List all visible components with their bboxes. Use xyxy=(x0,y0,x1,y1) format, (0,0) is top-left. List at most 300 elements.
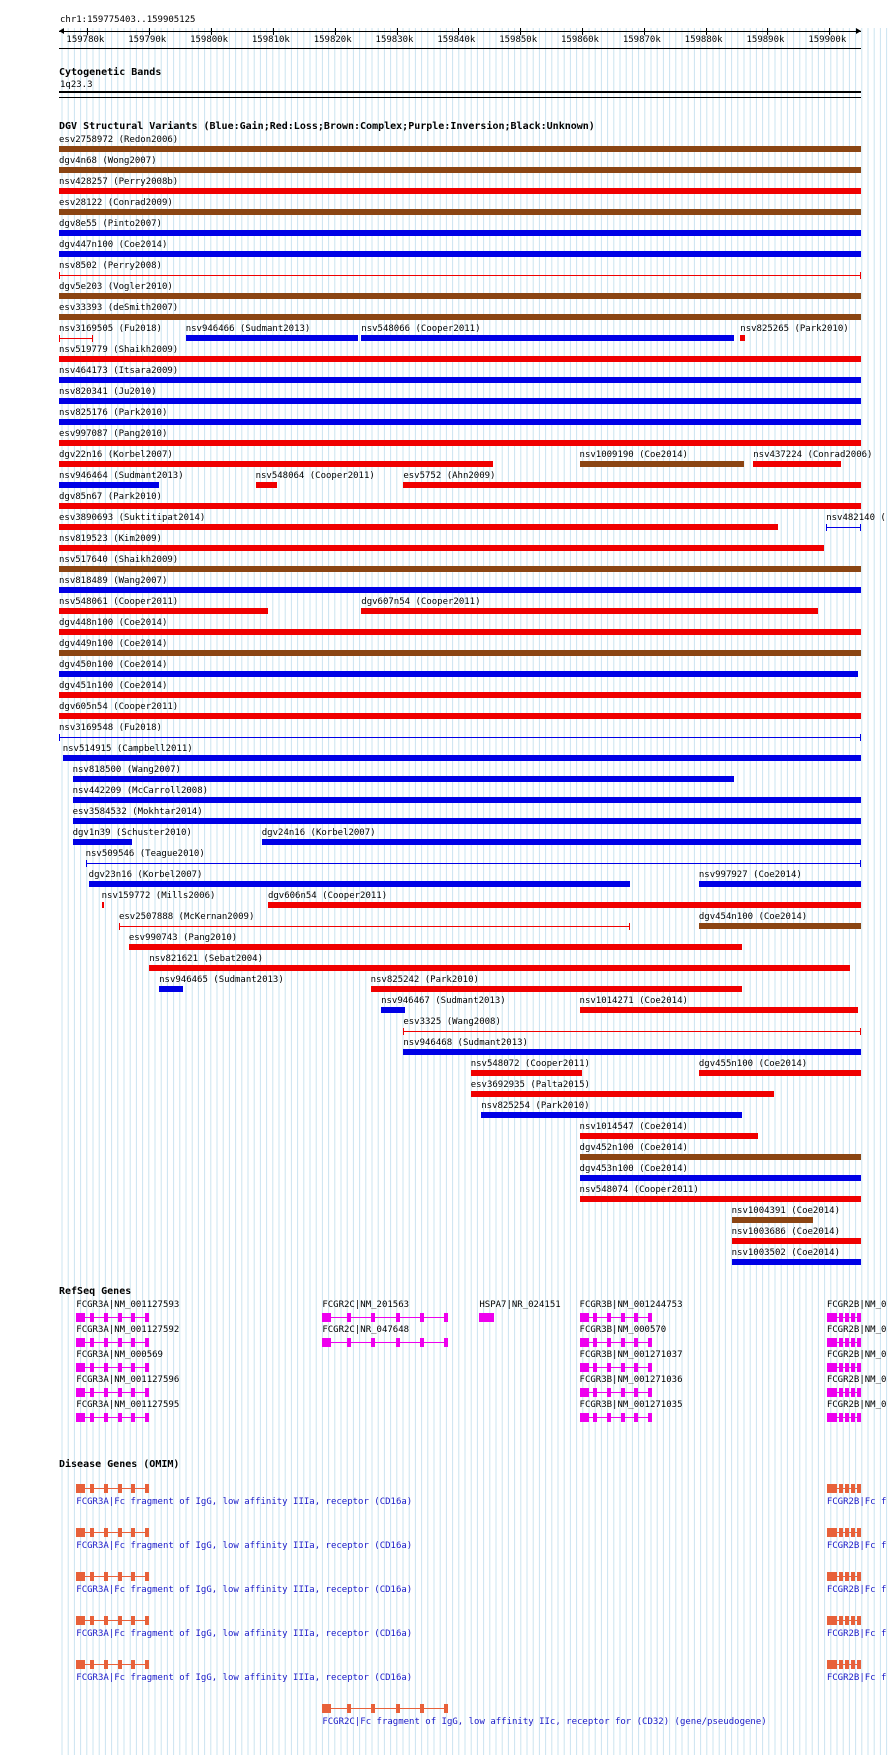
variant-bar xyxy=(63,755,861,761)
gene-exon xyxy=(90,1660,94,1669)
gene-label: FCGR3A|NM_001127595 xyxy=(76,1400,180,1410)
ruler-tick xyxy=(829,28,830,35)
variant-bar xyxy=(73,776,735,782)
variant-label: esv2758972 (Redon2006) xyxy=(59,135,179,145)
omim-disease-label: FCGR3A|Fc fragment of IgG, low affinity IIIa, receptor (CD16a) xyxy=(76,1629,413,1639)
gene-exon xyxy=(621,1388,625,1397)
gene-exon xyxy=(131,1413,135,1422)
gene-exon xyxy=(607,1338,611,1347)
gene-exon xyxy=(621,1313,625,1322)
gene-exon xyxy=(593,1363,597,1372)
variant-label: dgv85n67 (Park2010) xyxy=(59,492,162,502)
gene-intron-line xyxy=(580,1392,652,1393)
gene-exon xyxy=(833,1313,837,1322)
gene-exon xyxy=(839,1528,843,1537)
gene-exon xyxy=(131,1363,135,1372)
variant-label: esv2507888 (McKernan2009) xyxy=(118,912,255,922)
variant-bar xyxy=(59,713,861,719)
gene-exon xyxy=(593,1313,597,1322)
gene-exon xyxy=(76,1616,85,1625)
ruler-tick xyxy=(335,28,336,35)
gene-exon xyxy=(851,1313,855,1322)
ruler-axis xyxy=(59,31,861,32)
variant-label: dgv5e203 (Vogler2010) xyxy=(59,282,173,292)
omim-disease-label: FCGR2B|Fc f xyxy=(826,1629,887,1639)
gene-exon xyxy=(371,1313,375,1322)
variant-label: dgv450n100 (Coe2014) xyxy=(59,660,168,670)
gene-exon xyxy=(839,1388,843,1397)
gene-exon xyxy=(839,1338,843,1347)
gene-exon xyxy=(833,1363,837,1372)
gene-exon xyxy=(839,1363,843,1372)
gene-exon xyxy=(857,1388,861,1397)
variant-label: dgv453n100 (Coe2014) xyxy=(579,1164,688,1174)
ruler-tick-label: 159840k xyxy=(437,35,476,45)
gene-exon xyxy=(857,1313,861,1322)
variant-end-tick xyxy=(403,1028,404,1035)
ruler-tick-label: 159780k xyxy=(66,35,105,45)
variant-end-tick xyxy=(860,272,861,279)
gene-exon xyxy=(851,1338,855,1347)
variant-label: nsv482140 ( xyxy=(826,513,886,523)
gene-label: FCGR2C|NR_047648 xyxy=(322,1325,410,1335)
gene-exon xyxy=(621,1363,625,1372)
gene-exon xyxy=(833,1338,837,1347)
gene-exon xyxy=(145,1572,149,1581)
ruler-tick xyxy=(458,28,459,35)
variant-bar xyxy=(580,1133,759,1139)
gene-intron-line xyxy=(76,1417,149,1418)
variant-bar xyxy=(59,314,861,320)
gene-intron-line xyxy=(76,1664,149,1665)
variant-label: dgv605n54 (Cooper2011) xyxy=(59,702,179,712)
gene-exon xyxy=(76,1338,85,1347)
variant-bar xyxy=(59,566,861,572)
gene-exon xyxy=(90,1388,94,1397)
gene-exon xyxy=(118,1338,122,1347)
gene-exon xyxy=(851,1660,855,1669)
gene-exon xyxy=(396,1313,400,1322)
variant-bar xyxy=(371,986,743,992)
gene-exon xyxy=(104,1388,108,1397)
omim-disease-label: FCGR2C|Fc fragment of IgG, low affinity IIc, receptor for (CD32) (gene/pseudogene) xyxy=(322,1717,767,1727)
variant-bar xyxy=(59,461,493,467)
gene-exon xyxy=(347,1338,351,1347)
variant-label: dgv451n100 (Coe2014) xyxy=(59,681,168,691)
variant-label: nsv509546 (Teague2010) xyxy=(85,849,205,859)
gene-exon xyxy=(347,1704,351,1713)
variant-label: nsv820341 (Ju2010) xyxy=(59,387,157,397)
variant-label: nsv946465 (Sudmant2013) xyxy=(159,975,284,985)
gene-exon xyxy=(621,1338,625,1347)
gene-intron-line xyxy=(580,1342,652,1343)
variant-bar xyxy=(471,1070,582,1076)
gene-exon xyxy=(857,1528,861,1537)
gene-exon xyxy=(845,1660,849,1669)
gene-exon xyxy=(839,1660,843,1669)
gene-label: FCGR3A|NM_000569 xyxy=(76,1350,163,1360)
gene-intron-line xyxy=(322,1317,448,1318)
ruler-tick xyxy=(273,28,274,35)
variant-bar xyxy=(381,1007,405,1013)
gene-exon xyxy=(118,1660,122,1669)
gene-label: FCGR3A|NM_001127596 xyxy=(76,1375,180,1385)
gene-intron-line xyxy=(76,1532,149,1533)
gene-exon xyxy=(118,1388,122,1397)
variant-end-tick xyxy=(860,734,861,741)
variant-label: nsv548066 (Cooper2011) xyxy=(361,324,481,334)
variant-bar xyxy=(59,377,861,383)
gene-exon xyxy=(131,1313,135,1322)
ruler-arrow-left xyxy=(59,28,64,34)
gene-exon xyxy=(104,1572,108,1581)
ruler-tick-label: 159900k xyxy=(808,35,847,45)
gene-exon xyxy=(593,1338,597,1347)
gene-exon xyxy=(371,1338,375,1347)
gene-exon xyxy=(396,1338,400,1347)
gene-exon xyxy=(833,1388,837,1397)
variant-label: esv5752 (Ahn2009) xyxy=(403,471,496,481)
variant-label: dgv8e55 (Pinto2007) xyxy=(59,219,162,229)
gene-exon xyxy=(104,1313,108,1322)
cytoband-bar xyxy=(59,91,861,93)
variant-label: nsv946464 (Sudmant2013) xyxy=(59,471,184,481)
gene-intron-line xyxy=(76,1620,149,1621)
omim-disease-label: FCGR3A|Fc fragment of IgG, low affinity IIIa, receptor (CD16a) xyxy=(76,1497,413,1507)
gene-exon xyxy=(396,1704,400,1713)
gene-exon xyxy=(90,1338,94,1347)
variant-bar xyxy=(59,209,861,215)
variant-end-tick xyxy=(86,860,87,867)
variant-label: nsv946468 (Sudmant2013) xyxy=(403,1038,528,1048)
variant-label: dgv24n16 (Korbel2007) xyxy=(261,828,376,838)
gene-exon xyxy=(104,1484,108,1493)
variant-bar xyxy=(59,230,861,236)
ruler-location: chr1:159775403..159905125 xyxy=(60,15,196,25)
variant-bar xyxy=(403,482,861,488)
variant-label: esv28122 (Conrad2009) xyxy=(59,198,173,208)
variant-label: esv3890693 (Suktitipat2014) xyxy=(59,513,206,523)
ruler-arrow-right xyxy=(856,28,861,34)
gene-exon xyxy=(90,1528,94,1537)
gene-exon xyxy=(76,1528,85,1537)
gene-exon xyxy=(76,1388,85,1397)
gene-exon xyxy=(118,1484,122,1493)
variant-label: nsv1003502 (Coe2014) xyxy=(731,1248,840,1258)
gene-exon xyxy=(76,1413,85,1422)
gene-exon xyxy=(145,1413,149,1422)
gene-exon xyxy=(845,1528,849,1537)
gene-exon xyxy=(580,1388,589,1397)
variant-label: dgv452n100 (Coe2014) xyxy=(579,1143,688,1153)
variant-bar xyxy=(119,926,630,927)
gene-exon xyxy=(845,1338,849,1347)
variant-label: nsv437224 (Conrad2006) xyxy=(753,450,873,460)
gene-exon xyxy=(857,1413,861,1422)
variant-bar xyxy=(73,797,861,803)
gene-exon xyxy=(76,1660,85,1669)
gene-exon xyxy=(857,1572,861,1581)
gene-exon xyxy=(420,1338,424,1347)
variant-bar xyxy=(699,881,861,887)
gene-exon xyxy=(90,1572,94,1581)
variant-label: nsv946467 (Sudmant2013) xyxy=(381,996,506,1006)
gene-exon xyxy=(104,1363,108,1372)
gene-exon xyxy=(857,1338,861,1347)
gene-exon xyxy=(634,1413,638,1422)
variant-label: nsv464173 (Itsara2009) xyxy=(59,366,179,376)
variant-label: dgv454n100 (Coe2014) xyxy=(698,912,808,922)
gene-exon xyxy=(104,1660,108,1669)
variant-bar xyxy=(59,146,861,152)
variant-label: nsv548072 (Cooper2011) xyxy=(470,1059,590,1069)
variant-label: nsv825176 (Park2010) xyxy=(59,408,168,418)
variant-bar xyxy=(580,1175,861,1181)
variant-bar xyxy=(262,839,861,845)
variant-label: dgv4n68 (Wong2007) xyxy=(59,156,157,166)
gene-exon xyxy=(851,1363,855,1372)
gene-exon xyxy=(444,1338,448,1347)
variant-bar xyxy=(59,419,861,425)
gene-intron-line xyxy=(76,1367,149,1368)
gene-exon xyxy=(90,1413,94,1422)
gene-exon xyxy=(648,1363,652,1372)
gene-intron-line xyxy=(76,1576,149,1577)
dgv-title: DGV Structural Variants (Blue:Gain;Red:Loss;Brown:Complex;Purple:Inversion;Black:Unknown) xyxy=(59,121,595,132)
gene-intron-line xyxy=(76,1342,149,1343)
variant-end-tick xyxy=(59,335,60,342)
gene-exon xyxy=(839,1484,843,1493)
ruler-tick xyxy=(767,28,768,35)
gene-exon xyxy=(857,1363,861,1372)
variant-label: dgv448n100 (Coe2014) xyxy=(59,618,168,628)
ruler-tick xyxy=(582,28,583,35)
variant-label: nsv825242 (Park2010) xyxy=(370,975,479,985)
gene-intron-line xyxy=(76,1317,149,1318)
variant-bar xyxy=(59,482,159,488)
gene-label: FCGR3B|NM_000570 xyxy=(579,1325,667,1335)
gene-exon xyxy=(580,1313,589,1322)
variant-bar xyxy=(699,1070,861,1076)
gene-exon xyxy=(118,1413,122,1422)
omim-disease-label: FCGR3A|Fc fragment of IgG, low affinity IIIa, receptor (CD16a) xyxy=(76,1541,413,1551)
gene-exon xyxy=(851,1528,855,1537)
gene-exon xyxy=(833,1413,837,1422)
gene-exon xyxy=(90,1616,94,1625)
gene-exon xyxy=(845,1616,849,1625)
gene-exon xyxy=(634,1313,638,1322)
gene-exon xyxy=(839,1313,843,1322)
gene-exon xyxy=(845,1313,849,1322)
gene-exon xyxy=(634,1338,638,1347)
gene-exon xyxy=(145,1660,149,1669)
ruler-tick xyxy=(87,28,88,35)
variant-label: nsv821621 (Sebat2004) xyxy=(149,954,264,964)
variant-label: nsv548074 (Cooper2011) xyxy=(579,1185,699,1195)
variant-label: esv990743 (Pang2010) xyxy=(128,933,238,943)
ruler-tick xyxy=(397,28,398,35)
gene-exon xyxy=(145,1388,149,1397)
variant-label: dgv455n100 (Coe2014) xyxy=(698,1059,808,1069)
variant-label: nsv1009190 (Coe2014) xyxy=(579,450,688,460)
variant-label: esv3692935 (Palta2015) xyxy=(470,1080,590,1090)
variant-label: dgv22n16 (Korbel2007) xyxy=(59,450,173,460)
gene-exon xyxy=(90,1484,94,1493)
variant-label: nsv997927 (Coe2014) xyxy=(698,870,802,880)
variant-bar xyxy=(73,839,132,845)
gene-exon xyxy=(104,1616,108,1625)
gene-exon xyxy=(145,1313,149,1322)
gene-exon xyxy=(131,1528,135,1537)
gene-intron-line xyxy=(580,1317,652,1318)
cytoband-name: 1q23.3 xyxy=(60,80,93,90)
variant-bar xyxy=(256,482,277,488)
ruler-tick-label: 159810k xyxy=(251,35,290,45)
gene-label: FCGR3B|NM_001244753 xyxy=(579,1300,683,1310)
variant-label: dgv23n16 (Korbel2007) xyxy=(88,870,203,880)
variant-bar xyxy=(59,608,268,614)
variant-bar xyxy=(471,1091,774,1097)
gene-exon xyxy=(839,1616,843,1625)
variant-label: nsv818500 (Wang2007) xyxy=(72,765,181,775)
gene-exon xyxy=(580,1338,589,1347)
variant-label: nsv428257 (Perry2008b) xyxy=(59,177,179,187)
gene-exon xyxy=(851,1484,855,1493)
variant-bar xyxy=(86,863,861,864)
ruler-tick xyxy=(644,28,645,35)
gene-exon xyxy=(839,1572,843,1581)
variant-bar xyxy=(59,650,861,656)
omim-disease-label: FCGR2B|Fc f xyxy=(826,1585,887,1595)
gene-intron-line xyxy=(580,1367,652,1368)
variant-bar xyxy=(732,1238,861,1244)
gene-exon xyxy=(593,1388,597,1397)
gene-exon xyxy=(851,1616,855,1625)
variant-bar xyxy=(59,251,861,257)
variant-label: esv3325 (Wang2008) xyxy=(403,1017,501,1027)
variant-end-tick xyxy=(860,860,861,867)
variant-bar xyxy=(186,335,358,341)
gene-label: FCGR2B|NM_0 xyxy=(826,1325,887,1335)
gene-exon xyxy=(131,1660,135,1669)
gene-exon xyxy=(131,1616,135,1625)
variant-bar xyxy=(129,944,742,950)
variant-label: nsv3169548 (Fu2018) xyxy=(59,723,162,733)
gene-exon xyxy=(580,1363,589,1372)
gene-exon xyxy=(607,1363,611,1372)
gene-exon xyxy=(145,1338,149,1347)
variant-label: nsv1014547 (Coe2014) xyxy=(579,1122,688,1132)
ruler-tick xyxy=(520,28,521,35)
gene-intron-line xyxy=(322,1342,448,1343)
ruler-tick xyxy=(211,28,212,35)
ruler-tick-label: 159800k xyxy=(190,35,228,45)
ruler-tick-label: 159830k xyxy=(375,35,414,45)
variant-label: nsv946466 (Sudmant2013) xyxy=(185,324,311,334)
gene-label: FCGR3A|NM_001127592 xyxy=(76,1325,180,1335)
variant-label: nsv517640 (Shaikh2009) xyxy=(59,555,179,565)
gene-exon xyxy=(634,1388,638,1397)
gene-exon xyxy=(857,1616,861,1625)
variant-bar xyxy=(59,293,861,299)
variant-bar xyxy=(59,440,861,446)
gene-exon xyxy=(851,1572,855,1581)
omim-disease-label: FCGR3A|Fc fragment of IgG, low affinity IIIa, receptor (CD16a) xyxy=(76,1585,413,1595)
gene-exon xyxy=(145,1484,149,1493)
variant-end-tick xyxy=(92,335,93,342)
gene-exon xyxy=(322,1704,331,1713)
gene-exon xyxy=(857,1484,861,1493)
variant-label: nsv825254 (Park2010) xyxy=(481,1101,590,1111)
variant-label: nsv514915 (Campbell2011) xyxy=(62,744,193,754)
omim-disease-label: FCGR2B|Fc f xyxy=(826,1541,887,1551)
variant-end-tick xyxy=(629,923,630,930)
gene-label: FCGR3B|NM_001271037 xyxy=(579,1350,683,1360)
variant-label: nsv159772 (Mills2006) xyxy=(101,891,216,901)
variant-label: dgv1n39 (Schuster2010) xyxy=(72,828,192,838)
variant-bar xyxy=(481,1112,742,1118)
gene-exon xyxy=(648,1413,652,1422)
variant-bar xyxy=(580,1196,861,1202)
variant-bar xyxy=(699,923,861,929)
ruler-tick-label: 159870k xyxy=(622,35,661,45)
gene-intron-line xyxy=(76,1392,149,1393)
gene-label: FCGR2B|NM_0 xyxy=(826,1375,887,1385)
ruler-tick xyxy=(149,28,150,35)
gene-exon xyxy=(76,1313,85,1322)
variant-label: dgv607n54 (Cooper2011) xyxy=(361,597,481,607)
variant-label: nsv548064 (Cooper2011) xyxy=(255,471,375,481)
gene-exon xyxy=(322,1313,331,1322)
gene-exon xyxy=(845,1484,849,1493)
gene-exon xyxy=(118,1313,122,1322)
variant-bar xyxy=(59,671,858,677)
variant-bar xyxy=(59,398,861,404)
gene-exon xyxy=(131,1484,135,1493)
variant-bar xyxy=(89,881,631,887)
gene-exon xyxy=(371,1704,375,1713)
gene-exon xyxy=(845,1413,849,1422)
gene-label: FCGR2B|NM_0 xyxy=(826,1350,887,1360)
omim-title: Disease Genes (OMIM) xyxy=(59,1459,180,1470)
gene-exon xyxy=(145,1616,149,1625)
variant-bar xyxy=(59,587,861,593)
gene-exon xyxy=(839,1413,843,1422)
gene-exon xyxy=(833,1528,837,1537)
variant-bar xyxy=(732,1217,813,1223)
variant-end-tick xyxy=(59,272,60,279)
gene-exon xyxy=(104,1338,108,1347)
gene-exon xyxy=(104,1413,108,1422)
variant-end-tick xyxy=(826,524,827,531)
gene-label: HSPA7|NR_024151 xyxy=(479,1300,561,1310)
gene-exon xyxy=(118,1616,122,1625)
gene-label: FCGR3B|NM_001271036 xyxy=(579,1375,683,1385)
variant-label: nsv818489 (Wang2007) xyxy=(59,576,168,586)
variant-label: nsv1004391 (Coe2014) xyxy=(731,1206,840,1216)
variant-bar xyxy=(59,275,861,276)
gene-exon xyxy=(489,1313,494,1322)
gene-exon xyxy=(833,1572,837,1581)
variant-bar xyxy=(149,965,850,971)
gene-exon xyxy=(845,1363,849,1372)
gene-label: FCGR2B|NM_0 xyxy=(826,1400,887,1410)
gene-exon xyxy=(322,1338,331,1347)
omim-disease-label: FCGR3A|Fc fragment of IgG, low affinity IIIa, receptor (CD16a) xyxy=(76,1673,413,1683)
gene-exon xyxy=(648,1313,652,1322)
gene-exon xyxy=(833,1484,837,1493)
gene-exon xyxy=(648,1388,652,1397)
